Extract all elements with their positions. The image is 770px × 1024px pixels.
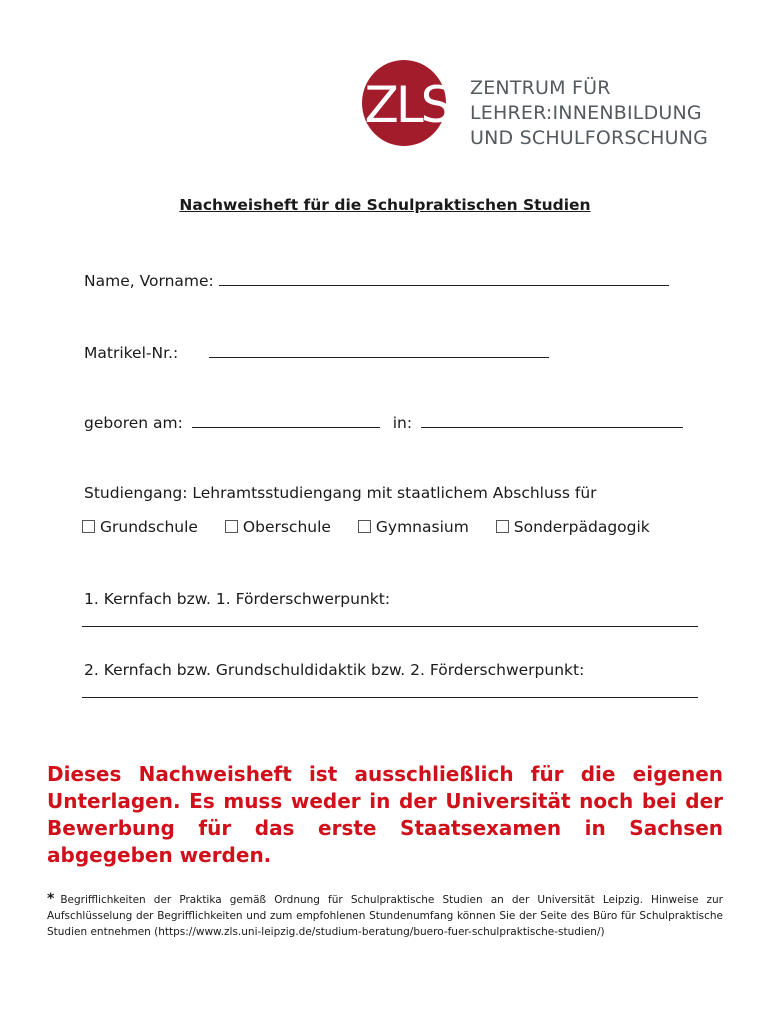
- checkbox-sonderpaedagogik[interactable]: [496, 518, 650, 536]
- birthplace-field[interactable]: [421, 413, 683, 428]
- checkbox-box[interactable]: [82, 520, 95, 533]
- logo-line-1: ZENTRUM FÜR: [470, 77, 611, 99]
- kernfach1-label: 1. Kernfach bzw. 1. Förderschwerpunkt:: [84, 590, 391, 608]
- checkbox-box[interactable]: [358, 520, 371, 533]
- checkbox-label: Sonderpädagogik: [513, 518, 650, 536]
- studiengang-text: Studiengang: Lehramtsstudiengang mit staatlichem Abschluss für: [84, 484, 597, 502]
- geboren-row: [84, 413, 683, 432]
- zls-logo-mark-text: ZLS: [364, 76, 450, 134]
- matrikel-label: Matrikel-Nr.:: [84, 344, 179, 362]
- checkbox-label: Oberschule: [242, 518, 331, 536]
- footnote: [47, 891, 723, 940]
- in-label: in:: [392, 414, 413, 432]
- name-field[interactable]: [219, 271, 669, 286]
- checkbox-label: Grundschule: [100, 518, 198, 536]
- checkbox-box[interactable]: [225, 520, 238, 533]
- checkbox-label: Gymnasium: [375, 518, 469, 536]
- logo-line-3: UND SCHULFORSCHUNG: [470, 127, 709, 149]
- name-label: Name, Vorname:: [84, 272, 214, 290]
- checkbox-gymnasium[interactable]: [358, 518, 469, 536]
- geboren-field[interactable]: [192, 413, 380, 428]
- geboren-label: geboren am:: [84, 414, 183, 432]
- zls-logo-wordmark: [470, 76, 708, 151]
- checkbox-grundschule[interactable]: [82, 518, 198, 536]
- kernfach1-field[interactable]: [82, 626, 698, 627]
- logo-line-2: LEHRER:INNENBILDUNG: [470, 102, 702, 124]
- footnote-marker: *: [47, 891, 55, 907]
- kernfach2-field[interactable]: [82, 697, 698, 698]
- zls-logo: [360, 58, 740, 153]
- footnote-text: Begrifflichkeiten der Praktika gemäß Ordnung für Schulpraktische Studien an der Universität Leipzig. Hinweise zur Aufschlüsselung der Begrifflichkeiten und zum empfohlenen Stundenumfang können Sie der Seite des Büro für Schulpraktische Studien entnehmen (https://www.zls.uni-leipzig.de/studium-beratung/buero-fuer-schulpraktische-studien/): [47, 894, 723, 938]
- warning-notice: Dieses Nachweisheft ist ausschließlich für die eigenen Unterlagen. Es muss weder in der Universität noch bei der Bewerbung für das erste Staatsexamen in Sachsen abgegeben werden.: [47, 762, 723, 867]
- school-type-checkboxes: [82, 518, 650, 536]
- matrikel-field[interactable]: [209, 343, 549, 358]
- matrikel-row: [84, 343, 549, 362]
- checkbox-oberschule[interactable]: [225, 518, 331, 536]
- name-row: [84, 271, 669, 290]
- page-title: Nachweisheft für die Schulpraktischen Studien: [179, 196, 591, 214]
- kernfach2-label: 2. Kernfach bzw. Grundschuldidaktik bzw. 2. Förderschwerpunkt:: [84, 661, 585, 679]
- checkbox-box[interactable]: [496, 520, 509, 533]
- zls-logo-mark: [360, 58, 456, 148]
